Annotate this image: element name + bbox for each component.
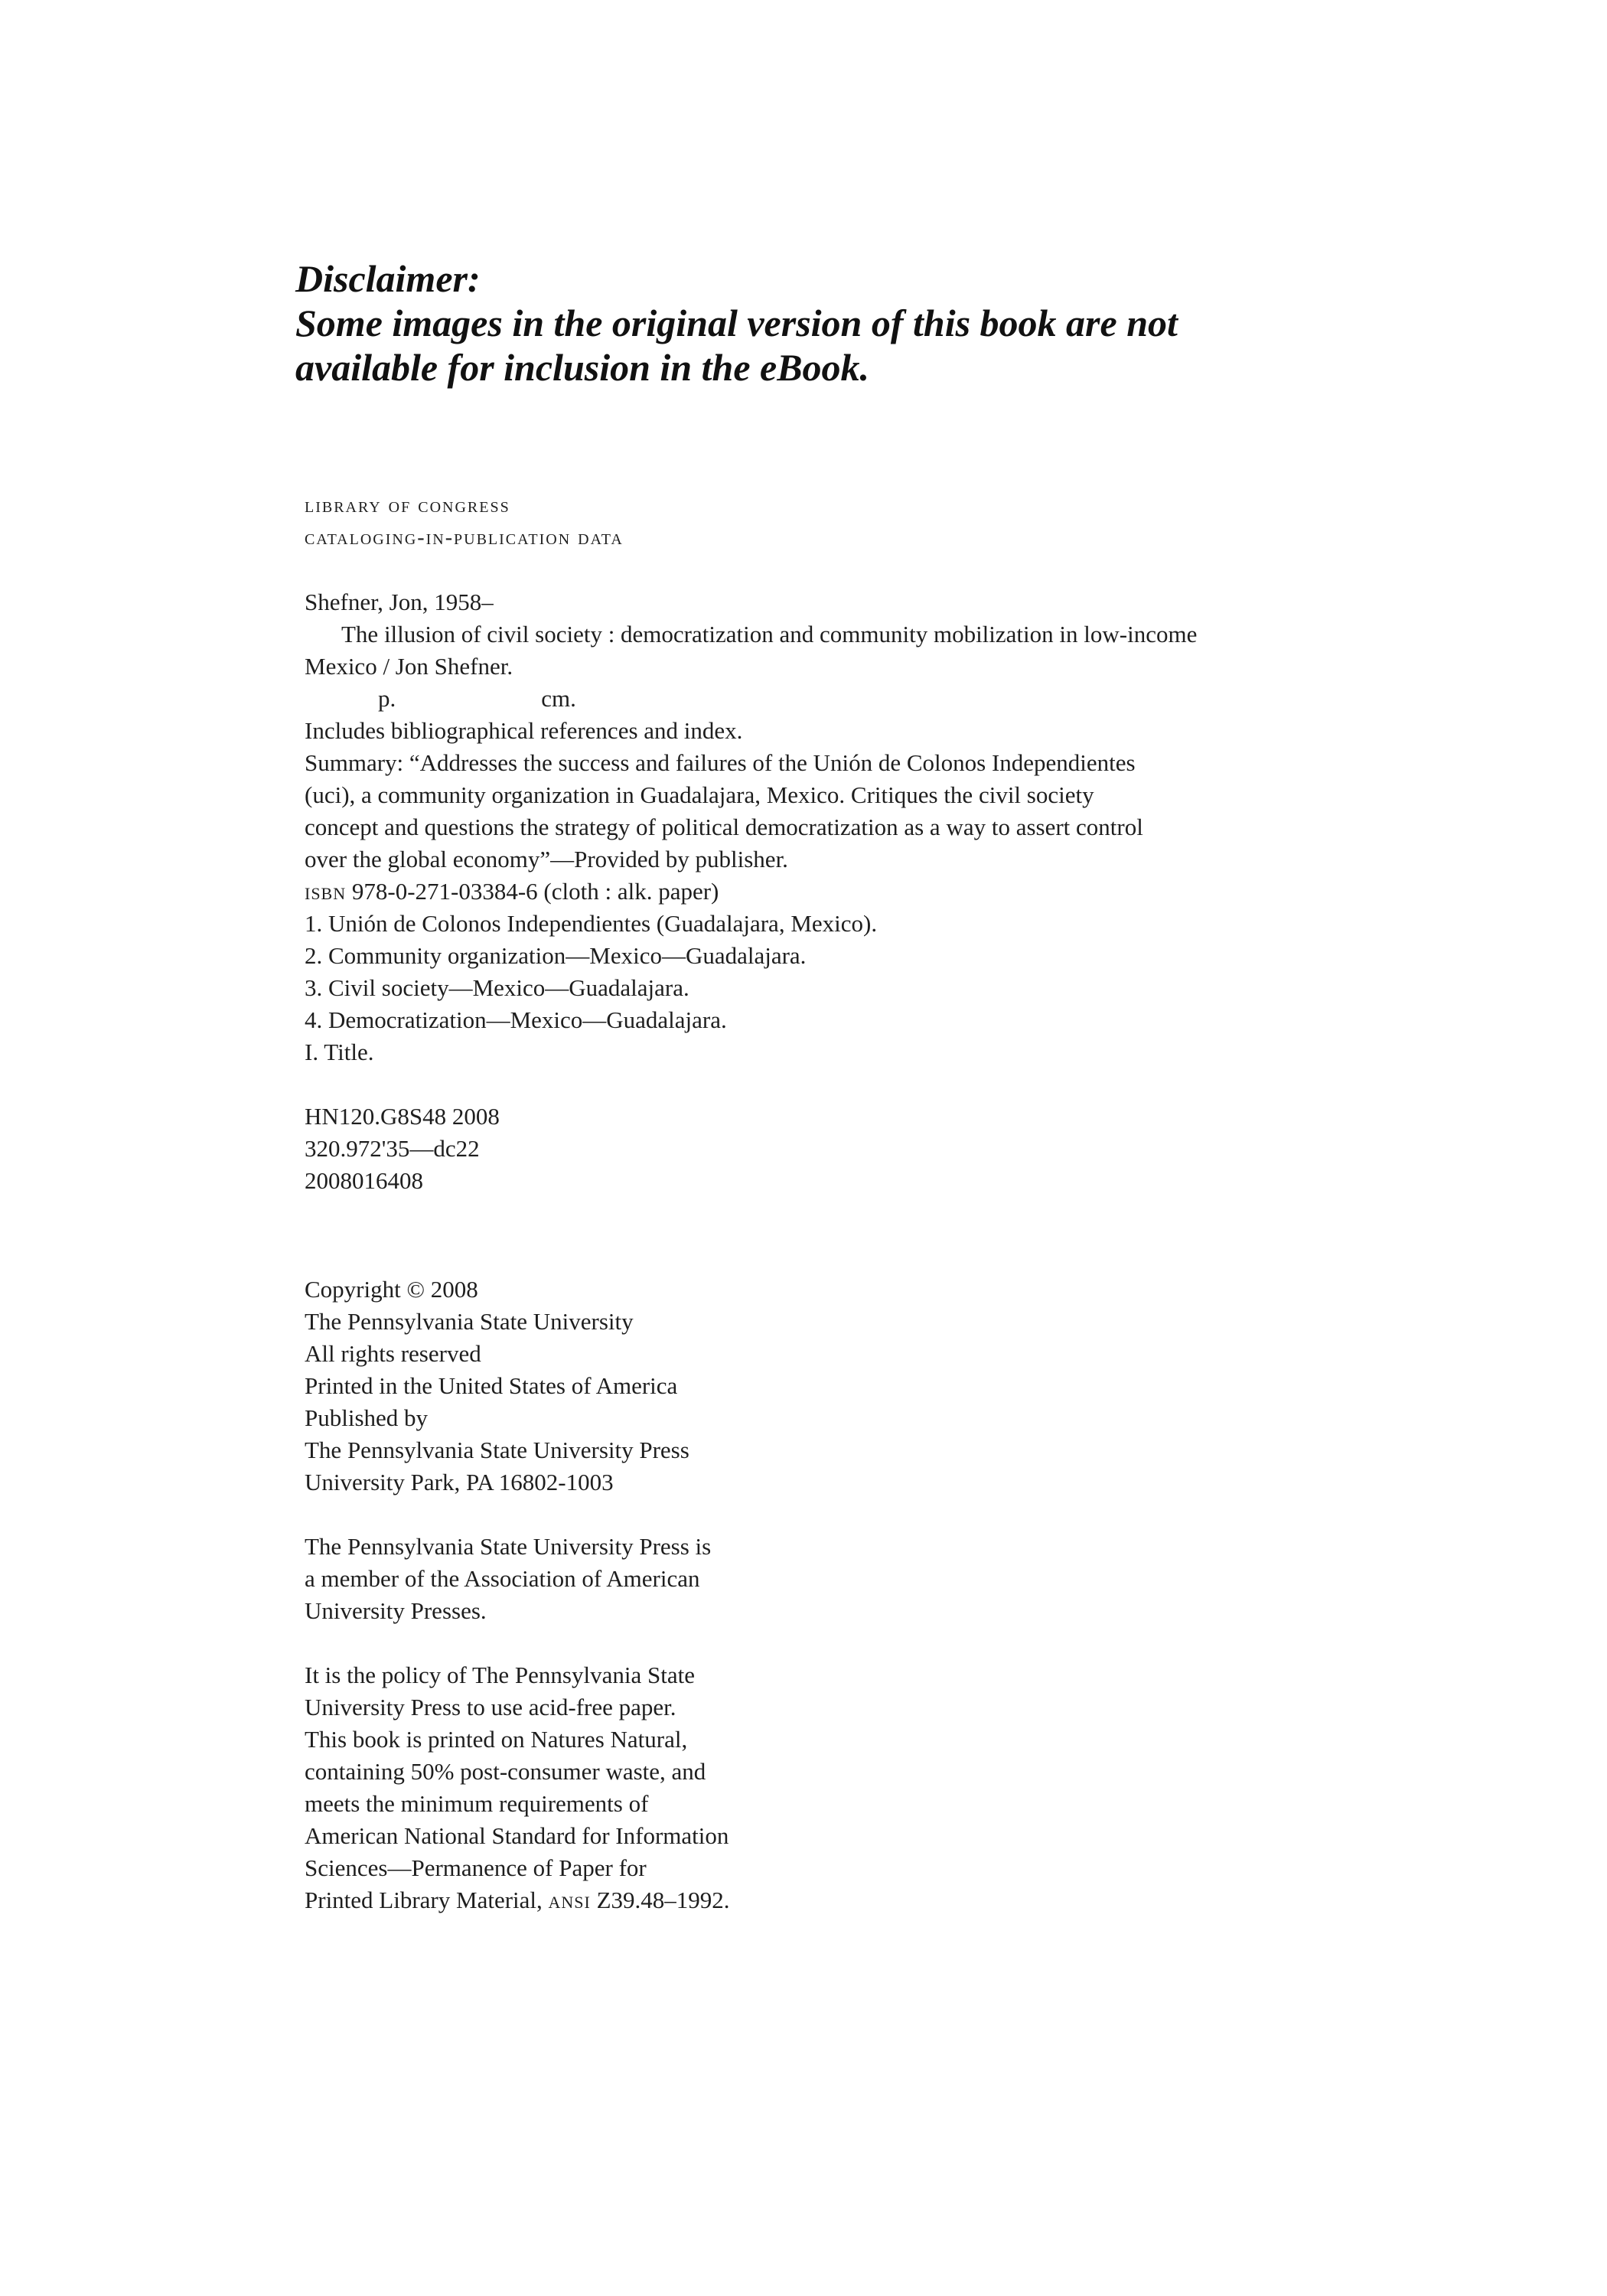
cip-subject: 3. Civil society—Mexico—Guadalajara. <box>305 974 689 1001</box>
copyright-line: All rights reserved <box>305 1340 481 1367</box>
cip-call-numbers <box>305 1101 1529 1197</box>
cip-isbn <box>305 876 1529 908</box>
isbn-label: isbn <box>305 878 347 905</box>
cip-subject: 2. Community organization—Mexico—Guadalajara. <box>305 942 807 969</box>
cip-includes: Includes bibliographical references and index. <box>305 717 743 744</box>
policy-line: American National Standard for Information <box>305 1822 729 1849</box>
cip-summary-line: Summary: “Addresses the success and failures of the Unión de Colonos Independientes <box>305 749 1136 776</box>
ansi-abbr: ansi <box>548 1887 591 1913</box>
paper-policy-block <box>305 1659 1529 1916</box>
policy-line-last <box>305 1884 1529 1916</box>
policy-line: University Press to use acid-free paper. <box>305 1694 676 1720</box>
dewey-number: 320.972'35—dc22 <box>305 1135 480 1162</box>
copyright-line: Published by <box>305 1404 429 1431</box>
lc-call-number: HN120.G8S48 2008 <box>305 1103 500 1130</box>
copyright-line: The Pennsylvania State University Press <box>305 1437 689 1463</box>
copyright-line: University Park, PA 16802-1003 <box>305 1469 614 1495</box>
policy-line: Sciences—Permanence of Paper for <box>305 1854 647 1881</box>
cip-pages: p. <box>378 685 396 712</box>
membership-line: a member of the Association of American <box>305 1565 700 1592</box>
disclaimer-heading: Disclaimer: <box>295 257 481 300</box>
cip-subject: 4. Democratization—Mexico—Guadalajara. <box>305 1006 727 1033</box>
cip-summary-line: concept and questions the strategy of political democratization as a way to assert control <box>305 814 1143 840</box>
copyright-line: Printed in the United States of America <box>305 1372 678 1399</box>
membership-line: University Presses. <box>305 1597 487 1624</box>
cip-subjects <box>305 908 1529 1068</box>
cip-record <box>305 586 1529 1068</box>
policy-last-prefix: Printed Library Material, <box>305 1887 543 1913</box>
copyright-block <box>305 1274 1529 1499</box>
disclaimer-text-line: Some images in the original version of this book are not <box>295 302 1178 344</box>
page-body <box>305 490 1529 1916</box>
cip-summary-line: over the global economy”—Provided by publisher. <box>305 846 788 872</box>
cip-summary-line: (uci), a community organization in Guadalajara, Mexico. Critiques the civil society <box>305 781 1094 808</box>
membership-block <box>305 1531 1529 1627</box>
membership-line: The Pennsylvania State University Press is <box>305 1533 712 1560</box>
cip-cm: cm. <box>541 685 576 712</box>
policy-line: It is the policy of The Pennsylvania State <box>305 1662 695 1688</box>
cip-subject: I. Title. <box>305 1039 374 1065</box>
cip-summary <box>305 747 1529 876</box>
lccn: 2008016408 <box>305 1167 423 1194</box>
disclaimer-block <box>295 256 1443 390</box>
policy-line: This book is printed on Natures Natural, <box>305 1726 688 1753</box>
cip-author: Shefner, Jon, 1958– <box>305 589 494 615</box>
cip-physical-description <box>305 683 1529 715</box>
policy-last-suffix: Z39.48–1992. <box>596 1887 730 1913</box>
copyright-line: The Pennsylvania State University <box>305 1308 634 1335</box>
copyright-line: Copyright © 2008 <box>305 1276 478 1303</box>
isbn-value: 978-0-271-03384-6 (cloth : alk. paper) <box>351 878 719 905</box>
cip-title: The illusion of civil society : democratization and community mobilization in low-income <box>341 621 1198 647</box>
cip-header <box>305 490 1529 554</box>
cip-title-continued: Mexico / Jon Shefner. <box>305 653 513 680</box>
disclaimer-text-line: available for inclusion in the eBook. <box>295 346 870 389</box>
cip-subject: 1. Unión de Colonos Independientes (Guadalajara, Mexico). <box>305 910 878 937</box>
policy-line: meets the minimum requirements of <box>305 1790 649 1817</box>
policy-line: containing 50% post-consumer waste, and <box>305 1758 706 1785</box>
cip-header-line: library of congress <box>305 494 510 517</box>
cip-header-line: cataloging-in-publication data <box>305 526 624 550</box>
